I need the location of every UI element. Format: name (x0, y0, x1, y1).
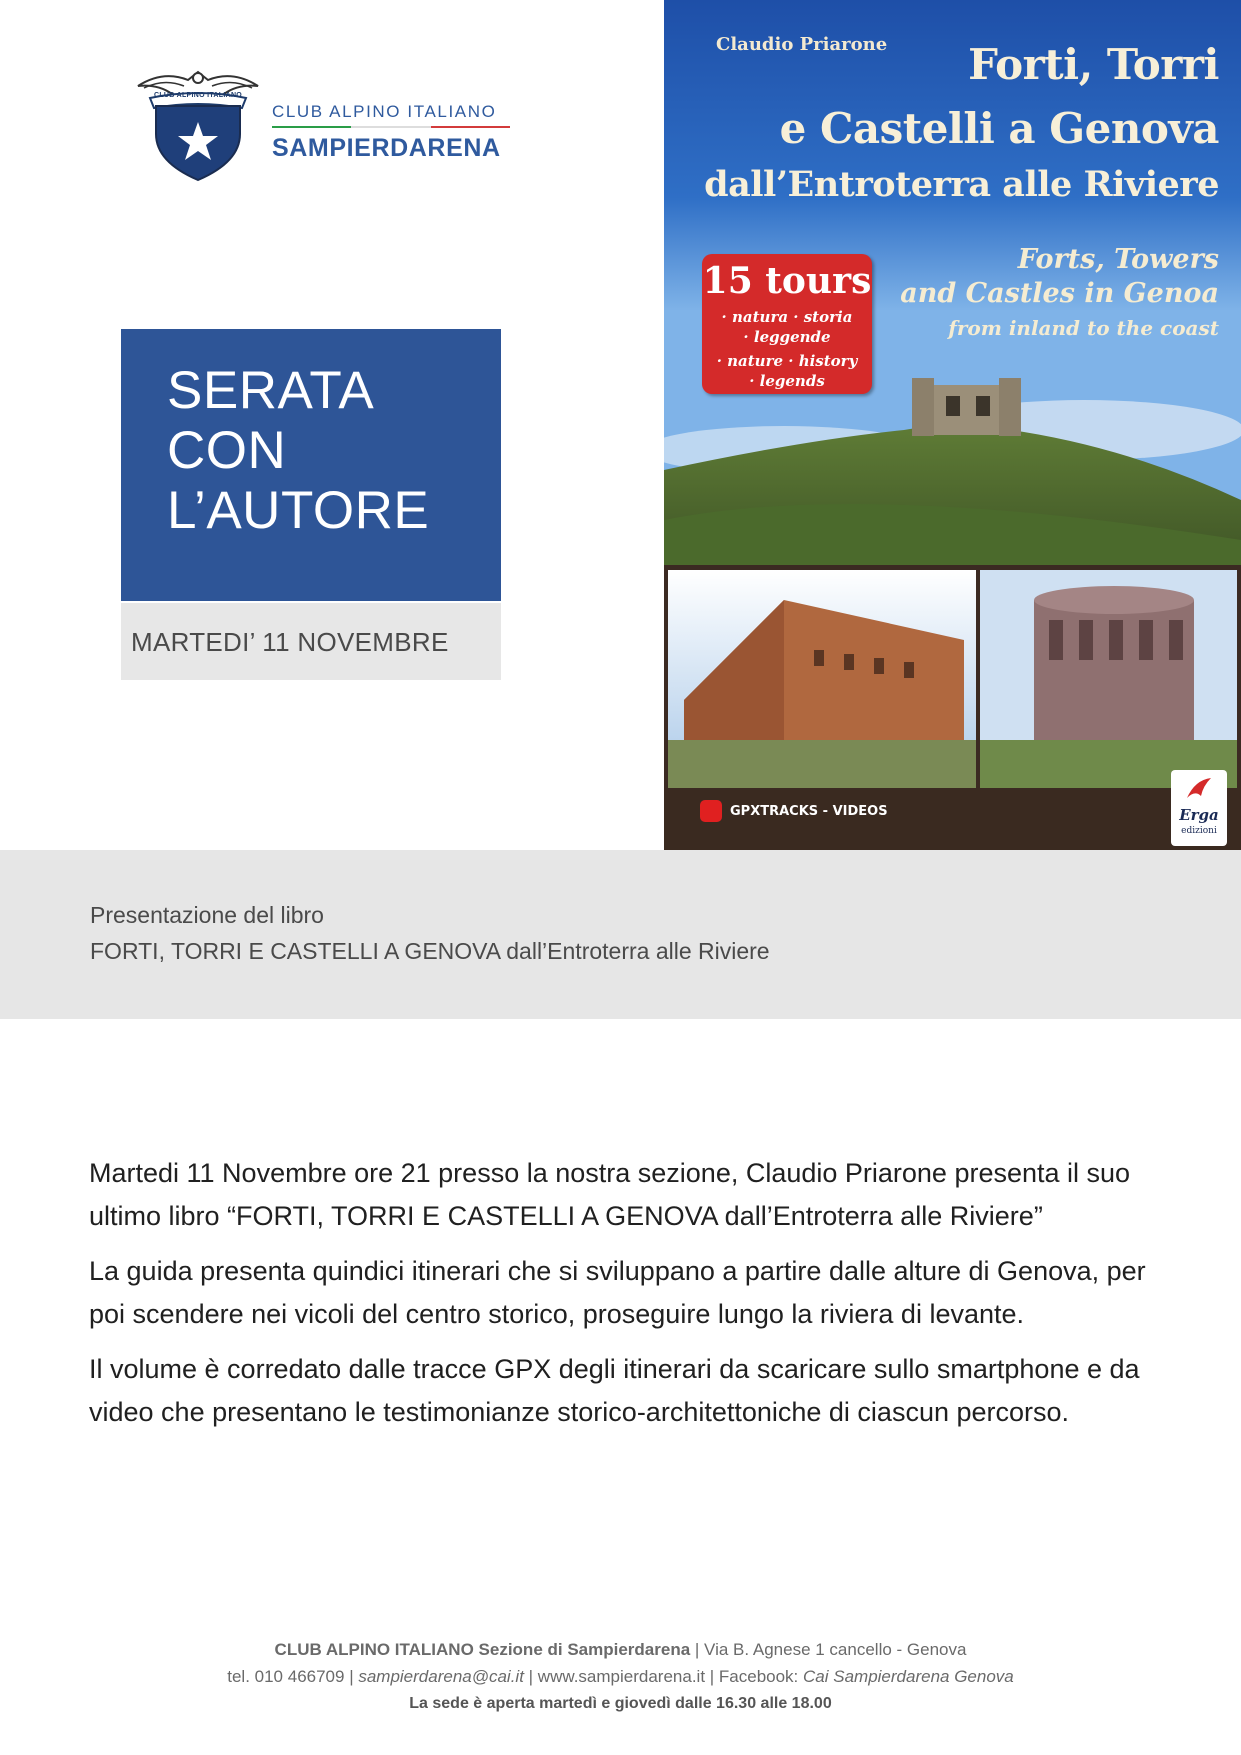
badge-line-1: · natura · storia (721, 308, 853, 326)
title-line-3: L’AUTORE (167, 481, 430, 540)
paragraph-2: La guida presenta quindici itinerari che si sviluppano a partire dalle alture di Genova, per poi scendere nei vicoli del centro storico, proseguire lungo la riviera di levante. (89, 1256, 1146, 1329)
gpx-text: GPXTRACKS - VIDEOS (730, 803, 888, 819)
publisher-sub: edizioni (1181, 826, 1217, 836)
cover-title-line-2: e Castelli a Genova (779, 104, 1219, 153)
section-name: SAMPIERDARENA (272, 134, 501, 162)
paragraph-1: Martedi 11 Novembre ore 21 presso la nostra sezione, Claudio Priarone presenta il suo ultimo libro “FORTI, TORRI E CASTELLI A GENOVA dall’Entroterra alle Riviere” (89, 1158, 1131, 1231)
event-date-box (121, 603, 501, 680)
title-line-2: CON (167, 421, 287, 480)
publisher-name: Erga (1179, 806, 1219, 824)
footer-address: | Via B. Agnese 1 cancello - Genova (690, 1640, 967, 1659)
footer-hours: La sede è aperta martedì e giovedì dalle 16.30 alle 18.00 (409, 1695, 832, 1712)
cover-title-line-3: dall’Entroterra alle Riviere (704, 164, 1219, 205)
publisher-logo (1171, 770, 1227, 846)
footer-email[interactable]: sampierdarena@cai.it (358, 1667, 524, 1686)
footer-facebook[interactable]: Cai Sampierdarena Genova (803, 1667, 1014, 1686)
gpx-videos-label (700, 800, 888, 822)
event-date: MARTEDI’ 11 NOVEMBRE (131, 627, 449, 657)
footer-row-1 (0, 1636, 1241, 1663)
title-line-1: SERATA (167, 361, 375, 420)
emblem-ribbon-text: CLUB ALPINO ITALIANO (154, 92, 243, 99)
footer-row-2 (0, 1663, 1241, 1690)
cover-english-line-1: Forts, Towers (1017, 244, 1219, 275)
tours-badge (702, 254, 872, 394)
footer-tel: tel. 010 466709 | (227, 1667, 359, 1686)
footer-org: CLUB ALPINO ITALIANO Sezione di Sampierdarena (274, 1640, 691, 1659)
cai-logo (128, 64, 528, 184)
erga-bird-icon (1185, 776, 1213, 804)
paragraph-3: Il volume è corredato dalle tracce GPX degli itinerari da scaricare sullo smartphone e da video che presentano le testimonianze storico-architettoniche di ciascun percorso. (89, 1354, 1140, 1427)
presentation-book-title: FORTI, TORRI E CASTELLI A GENOVA dall’Entroterra alle Riviere (90, 938, 770, 964)
event-title-box (121, 329, 501, 601)
footer-website[interactable]: | www.sampierdarena.it | Facebook: (523, 1667, 804, 1686)
badge-title: 15 tours (702, 260, 872, 302)
gpx-icon (700, 800, 722, 822)
badge-line-4: · legends (749, 372, 825, 390)
cover-title-line-1: Forti, Torri (968, 40, 1219, 89)
cai-eagle-emblem (128, 64, 268, 184)
cover-english-line-2: and Castles in Genoa (900, 278, 1219, 309)
cover-english-line-3: from inland to the coast (948, 316, 1219, 340)
event-description (89, 1152, 1159, 1446)
italian-flag-line (272, 126, 510, 128)
presentation-band (0, 850, 1241, 1019)
presentation-label: Presentazione del libro (90, 902, 324, 928)
book-cover-image (664, 0, 1241, 850)
badge-line-2: · leggende (743, 328, 831, 346)
badge-line-3: · nature · history (716, 352, 858, 370)
cover-author: Claudio Priarone (716, 34, 888, 55)
club-name: CLUB ALPINO ITALIANO (272, 102, 497, 121)
footer (0, 1636, 1241, 1717)
